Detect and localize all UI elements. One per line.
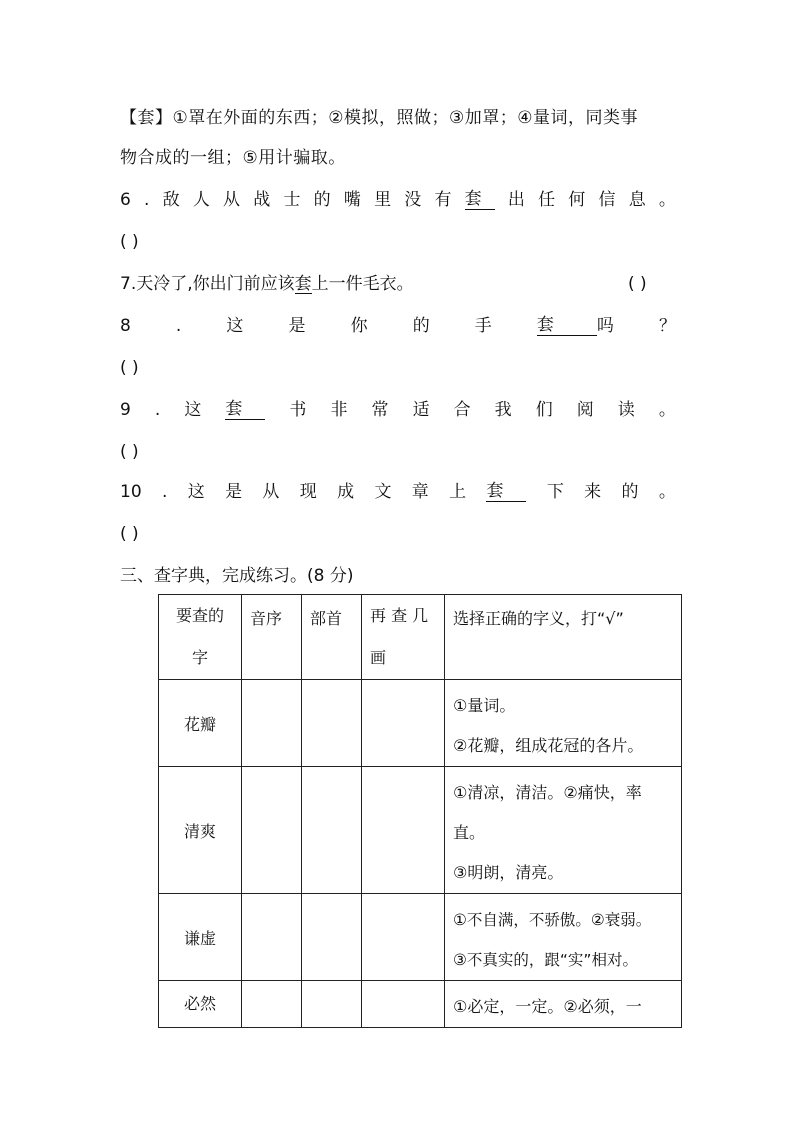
question-char: 非 [330, 400, 348, 420]
answer-blank[interactable] [486, 482, 526, 502]
question-char: 这 [226, 316, 244, 336]
question-char: 里 [374, 190, 392, 210]
question-char: 是 [288, 316, 306, 336]
question-7 [120, 274, 680, 294]
question-char: 阅 [576, 400, 594, 420]
answer-paren-7[interactable]: ( ) [628, 274, 647, 294]
question-char: 文 [374, 482, 392, 502]
question-char: 的 [621, 482, 639, 502]
answer-blank[interactable] [537, 316, 597, 336]
definition-line-2: 物合成的一组；⑤用计骗取。 [120, 148, 346, 168]
radical-cell[interactable] [302, 680, 362, 767]
phonetic-order-cell[interactable] [242, 981, 302, 1028]
answer-blank[interactable] [465, 190, 495, 210]
question-char: 成 [337, 482, 355, 502]
question-text: 上一件毛衣。 [311, 274, 414, 294]
meaning-cell [445, 680, 682, 767]
blank-char: 套 [294, 274, 312, 294]
question-number: 8 [120, 316, 131, 336]
table-row [159, 981, 682, 1028]
table-header-row [159, 595, 682, 680]
question-char: 息 [628, 190, 646, 210]
question-char: 战 [253, 190, 271, 210]
question-char: 是 [225, 482, 243, 502]
meaning-option[interactable]: ①量词。 [453, 696, 516, 715]
question-8 [120, 316, 676, 336]
meaning-option[interactable]: ①不自满，不骄傲。②衰弱。 [453, 911, 652, 929]
question-char: 出 [507, 190, 525, 210]
blank-char: 套 [225, 399, 243, 419]
question-char: 们 [535, 400, 553, 420]
word-cell: 必然 [159, 981, 242, 1028]
question-char: 。 [658, 190, 676, 210]
header-radical: 部首 [302, 595, 362, 680]
question-number: 9 [120, 400, 131, 420]
meaning-option[interactable]: ③不真实的，跟“实”相对。 [453, 951, 638, 969]
question-char: 上 [449, 482, 467, 502]
word-cell: 花瓣 [159, 680, 242, 767]
question-char: 没 [404, 190, 422, 210]
question-dot: . [154, 400, 161, 420]
question-char: 嘴 [343, 190, 361, 210]
answer-blank[interactable] [225, 400, 265, 420]
meaning-option[interactable]: ③明朗，清亮。 [453, 863, 564, 882]
question-char: 下 [546, 482, 564, 502]
radical-cell[interactable] [302, 981, 362, 1028]
question-char: 任 [538, 190, 556, 210]
header-strokes-line2: 画 [370, 648, 387, 667]
strokes-cell[interactable] [362, 894, 445, 981]
header-word-line1: 要查的 [175, 606, 224, 625]
question-9 [120, 400, 676, 420]
answer-blank[interactable] [295, 275, 312, 294]
strokes-cell[interactable] [362, 981, 445, 1028]
question-char: 从 [262, 482, 280, 502]
blank-char: 套 [486, 481, 504, 501]
meaning-option[interactable]: ①必定，一定。②必须，一 [453, 997, 642, 1016]
meaning-cell [445, 981, 682, 1028]
strokes-cell[interactable] [362, 767, 445, 894]
header-word [159, 595, 242, 680]
question-char: 从 [223, 190, 241, 210]
table-row [159, 894, 682, 981]
word-cell: 谦虚 [159, 894, 242, 981]
meaning-option[interactable]: ①清凉，清洁。②痛快，率 [453, 783, 642, 802]
question-char: 的 [412, 316, 430, 336]
question-char: 吗 [596, 316, 614, 336]
question-char: 读 [617, 400, 635, 420]
definition-line-1: 【套】①罩在外面的东西；②模拟，照做；③加罩；④量词，同类事 [120, 108, 638, 128]
question-char: 手 [474, 316, 492, 336]
question-char: 常 [371, 400, 389, 420]
header-strokes [362, 595, 445, 680]
question-char: ？ [658, 316, 676, 336]
question-char: 有 [434, 190, 452, 210]
table-row [159, 767, 682, 894]
meaning-cell [445, 767, 682, 894]
question-char: 这 [184, 400, 202, 420]
answer-paren-8[interactable]: ( ) [120, 358, 139, 378]
answer-paren-9[interactable]: ( ) [120, 442, 139, 462]
question-number: 6 [120, 190, 131, 210]
phonetic-order-cell[interactable] [242, 680, 302, 767]
radical-cell[interactable] [302, 767, 362, 894]
question-char: 。 [658, 400, 676, 420]
table-row [159, 680, 682, 767]
question-6 [120, 190, 676, 210]
question-char: 合 [453, 400, 471, 420]
phonetic-order-cell[interactable] [242, 894, 302, 981]
word-cell: 清爽 [159, 767, 242, 894]
answer-paren-6[interactable]: ( ) [120, 232, 139, 252]
question-char: 何 [568, 190, 586, 210]
section-3-title: 三、查字典，完成练习。(8 分) [120, 566, 354, 586]
question-char: 适 [412, 400, 430, 420]
question-char: 这 [187, 482, 205, 502]
question-dot: . [161, 482, 168, 502]
dictionary-table [158, 594, 682, 1028]
answer-paren-10[interactable]: ( ) [120, 524, 139, 544]
question-char: 信 [598, 190, 616, 210]
question-char: 我 [494, 400, 512, 420]
header-meaning: 选择正确的字义，打“√” [445, 595, 682, 680]
radical-cell[interactable] [302, 894, 362, 981]
meaning-option[interactable]: 直。 [453, 823, 486, 842]
question-10 [120, 482, 676, 502]
question-dot: . [175, 316, 182, 336]
question-char: 的 [313, 190, 331, 210]
question-char: 你 [350, 316, 368, 336]
blank-char: 套 [536, 315, 554, 335]
question-dot: . [144, 190, 150, 210]
question-char: 现 [299, 482, 317, 502]
question-number: 10 [120, 482, 142, 502]
phonetic-order-cell[interactable] [242, 767, 302, 894]
blank-group [537, 316, 614, 336]
strokes-cell[interactable] [362, 680, 445, 767]
question-char: 来 [584, 482, 602, 502]
meaning-option[interactable]: ②花瓣，组成花冠的各片。 [453, 736, 644, 755]
question-char: 人 [192, 190, 210, 210]
question-char: 章 [411, 482, 429, 502]
blank-char: 套 [464, 189, 482, 209]
question-char: 敌 [162, 190, 180, 210]
header-phonetic-order: 音序 [242, 595, 302, 680]
header-word-line2: 字 [191, 648, 208, 667]
question-text: 7.天冷了,你出门前应该 [120, 274, 295, 294]
header-strokes-line1: 再 查 几 [370, 606, 429, 625]
question-char: 士 [283, 190, 301, 210]
question-char: 书 [289, 400, 307, 420]
question-char: 。 [658, 482, 676, 502]
meaning-cell [445, 894, 682, 981]
